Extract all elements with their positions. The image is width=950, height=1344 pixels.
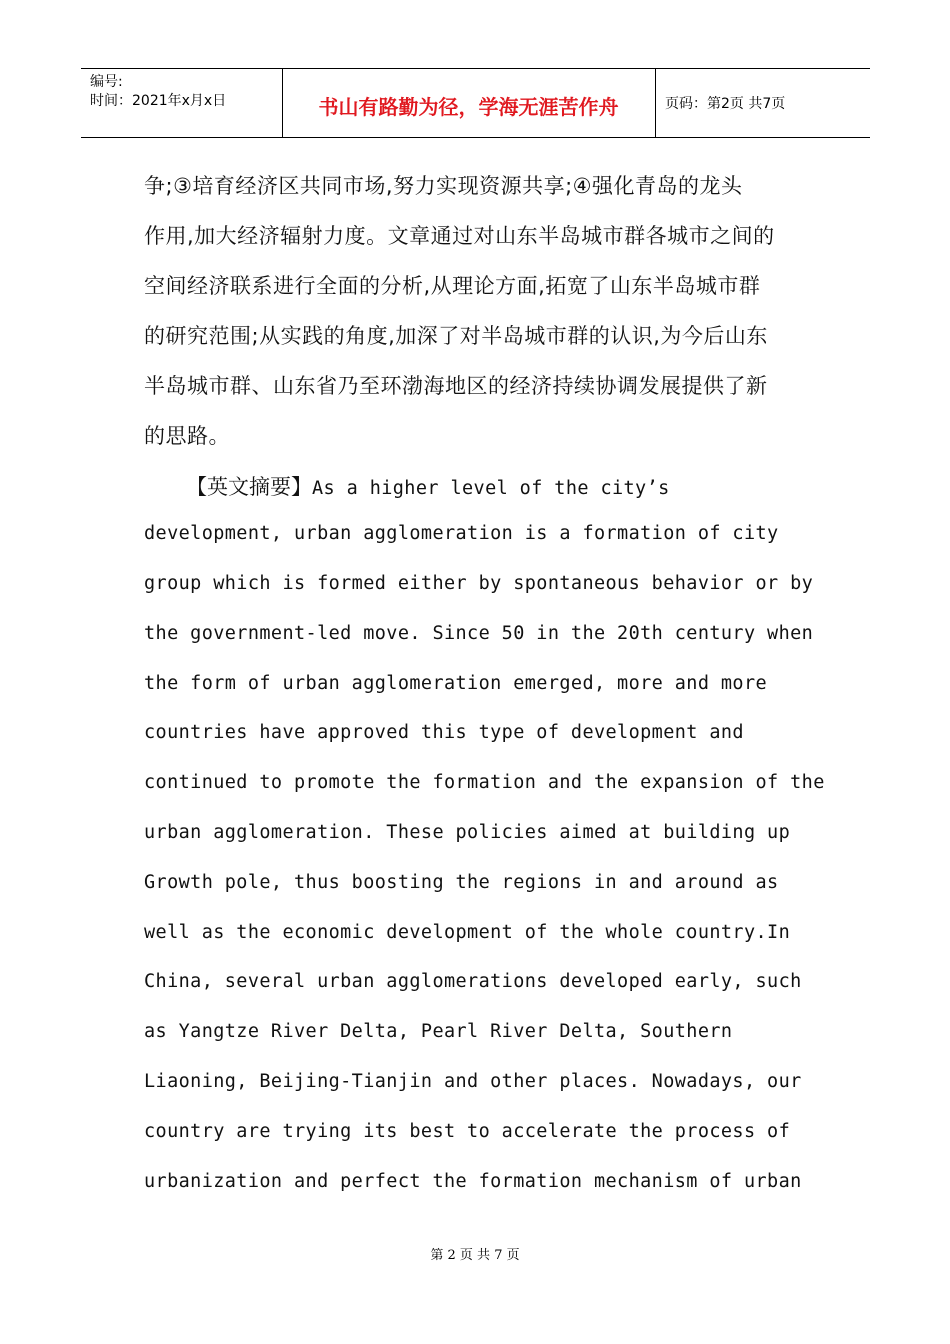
- chinese-text-line: 的研究范围;从实践的角度,加深了对半岛城市群的认识,为今后山东: [144, 324, 768, 348]
- english-text-line: development, urban agglomeration is a formation of city: [144, 523, 779, 544]
- english-text-line: As a higher level of the city’s: [312, 478, 670, 499]
- header-page-cell: [655, 69, 870, 137]
- header-meta-cell: [81, 69, 283, 137]
- english-text-line: as Yangtze River Delta, Pearl River Delta, Southern: [144, 1021, 733, 1042]
- english-text-line: the government-led move. Since 50 in the 20th century when: [144, 623, 814, 644]
- document-date-label: 时间：2021年x月x日: [90, 93, 227, 109]
- english-text-line: country are trying its best to accelerate the process of: [144, 1121, 791, 1142]
- english-text-line: continued to promote the formation and the expansion of the: [144, 772, 825, 793]
- chinese-text-line: 空间经济联系进行全面的分析,从理论方面,拓宽了山东半岛城市群: [144, 274, 761, 298]
- header-motto-cell: [282, 69, 656, 137]
- english-abstract-first-line: [186, 471, 670, 501]
- chinese-text-line: 半岛城市群、山东省乃至环渤海地区的经济持续协调发展提供了新: [144, 374, 768, 398]
- english-text-line: Liaoning, Beijing-Tianjin and other places. Nowadays, our: [144, 1071, 802, 1092]
- header-page-info: 页码：第2页 共7页: [665, 96, 786, 112]
- page-header: [81, 68, 870, 138]
- english-text-line: the form of urban agglomeration emerged, more and more: [144, 673, 768, 694]
- english-text-line: countries have approved this type of development and: [144, 722, 744, 743]
- english-text-line: urban agglomeration. These policies aimed at building up: [144, 822, 791, 843]
- english-text-line: well as the economic development of the whole country.In: [144, 922, 791, 943]
- chinese-text-line: 争;③培育经济区共同市场,努力实现资源共享;④强化青岛的龙头: [144, 174, 743, 198]
- page-footer: 第 2 页 共 7 页: [430, 1248, 520, 1263]
- english-text-line: China, several urban agglomerations developed early, such: [144, 971, 802, 992]
- english-abstract-label: 【英文摘要】: [186, 475, 312, 499]
- english-text-line: Growth pole, thus boosting the regions in and around as: [144, 872, 779, 893]
- english-text-line: group which is formed either by spontaneous behavior or by: [144, 573, 814, 594]
- document-number-label: 编号:: [90, 74, 123, 90]
- english-text-line: urbanization and perfect the formation mechanism of urban: [144, 1171, 802, 1192]
- chinese-text-line: 的思路。: [144, 424, 230, 448]
- header-motto: 书山有路勤为径，学海无涯苦作舟: [318, 95, 619, 119]
- chinese-text-line: 作用,加大经济辐射力度。文章通过对山东半岛城市群各城市之间的: [144, 224, 775, 248]
